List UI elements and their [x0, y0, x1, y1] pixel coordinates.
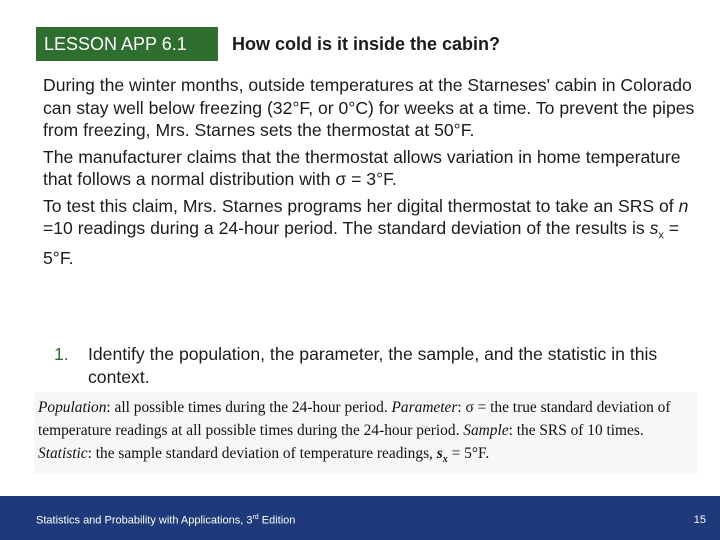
problem-text: [43, 74, 703, 274]
page-number: 15: [693, 514, 706, 526]
answer-text: Population: all possible times during the 24-hour period. Parameter: σ = the true standard deviation of temperature readings at all possible times during the 24-hour period. Sample: the SRS of 10 times. Statistic: the sample standard deviation of temperature readings, $s_x = 5^\circ F$.: [38, 399, 671, 466]
question-number: 1.: [54, 344, 69, 364]
parameter-label: Parameter: [391, 399, 458, 416]
statistic-s: s: [436, 445, 443, 462]
paragraph-test: To test this claim, Mrs. Starnes programs her digital thermostat to take an SRS of n =10 readings during a 24-hour period. The standard deviation of the results is $s_x = 5^\circ F$.: [43, 195, 689, 269]
question-text: Identify the population, the parameter, the sample, and the statistic in this context.: [88, 344, 658, 387]
footer-bar: [0, 496, 720, 540]
population-label: Population: [38, 399, 107, 416]
lesson-title: How cold is it inside the cabin?: [232, 34, 501, 54]
statistic-subscript: x: [442, 454, 448, 466]
statistic-label: Statistic: [38, 445, 88, 462]
footer-book-title: Statistics and Probability with Applications, 3rd Edition: [36, 514, 296, 527]
lesson-tag: [36, 27, 218, 61]
paragraph-claim: The manufacturer claims that the thermostat allows variation in home temperature that follows a normal distribution with σ = 3°F.: [43, 146, 681, 189]
paragraph-context: During the winter months, outside temperatures at the Starneses' cabin in Colorado can stay well below freezing (32°F, or 0°C) for weeks at a time. To prevent the pipes from freezing, Mrs. Starnes sets the thermostat at 50°F.: [43, 75, 695, 140]
lesson-tag-label: LESSON APP 6.1: [44, 34, 187, 54]
question-1: [54, 343, 704, 389]
sample-label: Sample: [463, 422, 509, 439]
subscript-x: x: [658, 229, 664, 242]
variable-n: n: [678, 195, 689, 216]
answer-box: [34, 392, 697, 474]
variable-s: s: [649, 218, 659, 238]
